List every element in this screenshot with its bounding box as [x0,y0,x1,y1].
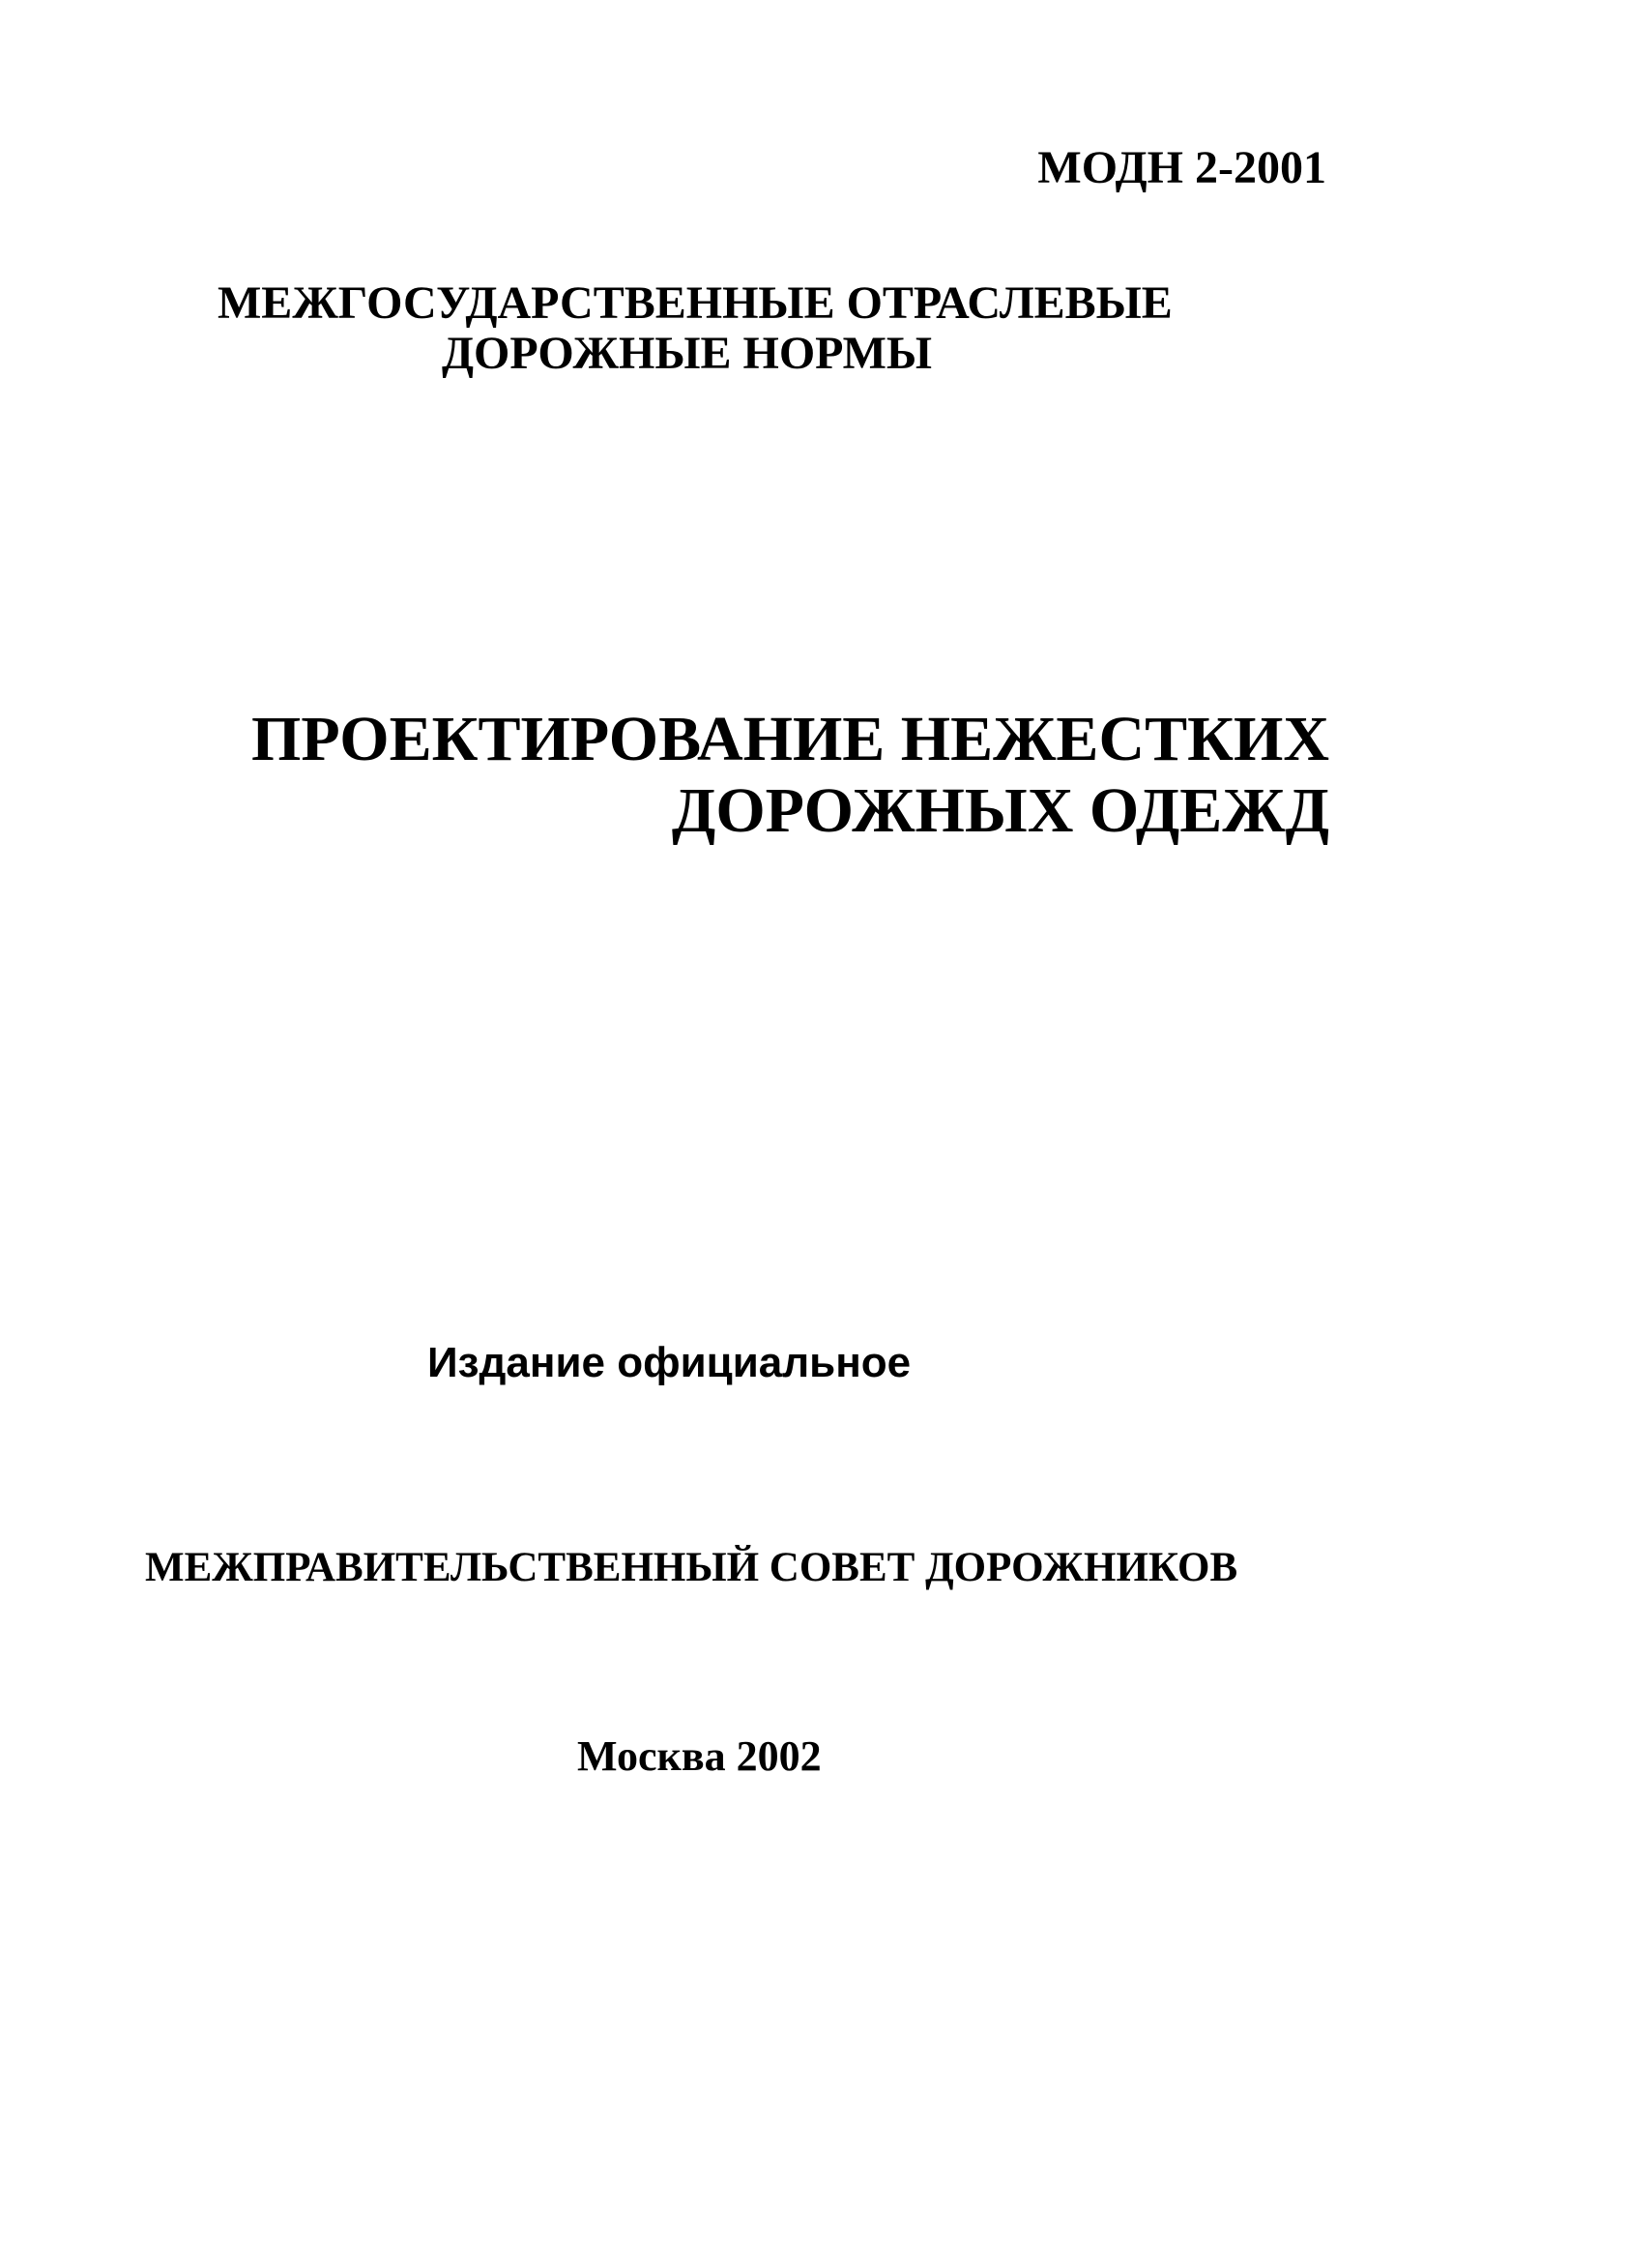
edition-label: Издание официальное [427,1339,912,1386]
publisher-name: МЕЖПРАВИТЕЛЬСТВЕННЫЙ СОВЕТ ДОРОЖНИКОВ [145,1545,1238,1590]
place-and-year: Москва 2002 [577,1732,822,1780]
series-title-line-1: МЕЖГОСУДАРСТВЕННЫЕ ОТРАСЛЕВЫЕ [218,277,1173,329]
document-title-line-1: ПРОЕКТИРОВАНИЕ НЕЖЕСТКИХ [250,704,1329,774]
document-code: МОДН 2-2001 [1037,142,1326,193]
series-title-line-2: ДОРОЖНЫЕ НОРМЫ [442,328,932,379]
document-title-line-2: ДОРОЖНЫХ ОДЕЖД [671,775,1329,846]
